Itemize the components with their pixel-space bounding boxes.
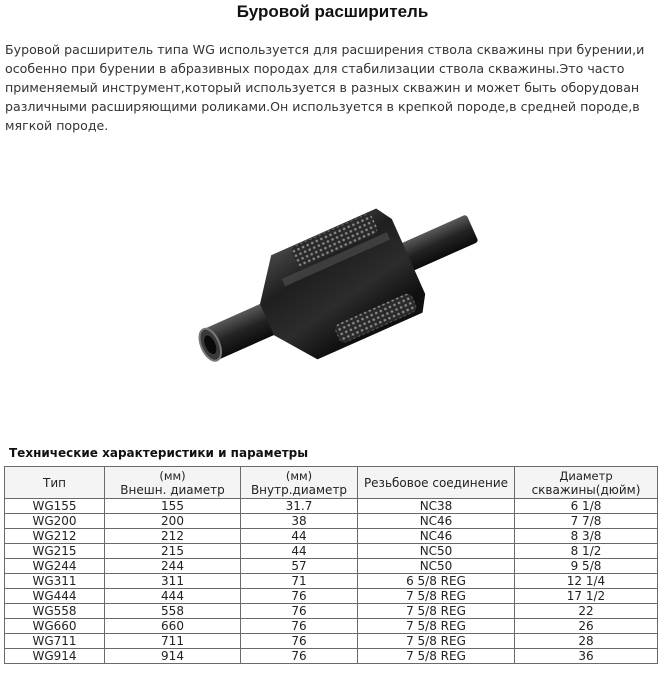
header-inner-label: Внутр.диаметр [250,482,348,497]
cell-thread: NC50 [358,544,515,559]
cell-outer: 914 [105,649,241,664]
specs-title: Технические характеристики и параметры [9,446,309,460]
cell-inner: 76 [241,619,358,634]
cell-outer: 711 [105,634,241,649]
header-thread [358,467,515,499]
cell-thread: 6 5/8 REG [358,574,515,589]
intro-line: мягкой породе. [5,118,109,133]
cell-type: WG711 [5,634,105,649]
cell-inner: 76 [241,634,358,649]
cell-inner: 76 [241,649,358,664]
cell-inner: 44 [241,529,358,544]
cell-thread: NC46 [358,529,515,544]
cell-outer: 155 [105,499,241,514]
cell-thread: 7 5/8 REG [358,604,515,619]
cell-type: WG155 [5,499,105,514]
header-inner-diameter [241,467,358,499]
cell-hole: 26 [515,619,658,634]
cell-inner: 57 [241,559,358,574]
cell-type: WG311 [5,574,105,589]
cell-type: WG200 [5,514,105,529]
cell-thread: 7 5/8 REG [358,649,515,664]
header-outer-label: Внешн. диаметр [120,482,225,497]
cell-type: WG444 [5,589,105,604]
table-row [5,514,658,529]
cell-inner: 44 [241,544,358,559]
cell-outer: 215 [105,544,241,559]
cell-inner: 76 [241,604,358,619]
table-row [5,589,658,604]
cell-hole: 36 [515,649,658,664]
header-hole-line2: скважины(дюйм) [531,482,641,497]
cell-hole: 6 1/8 [515,499,658,514]
cell-outer: 558 [105,604,241,619]
header-hole-line1: Диаметр [559,468,613,483]
intro-paragraph [5,40,661,135]
page-title: Буровой расширитель [236,2,429,21]
table-row [5,529,658,544]
cell-hole: 9 5/8 [515,559,658,574]
table-row [5,559,658,574]
header-type-label: Тип [43,475,66,490]
cell-outer: 244 [105,559,241,574]
cell-type: WG660 [5,619,105,634]
table-row [5,574,658,589]
cell-hole: 17 1/2 [515,589,658,604]
cell-outer: 200 [105,514,241,529]
cell-type: WG215 [5,544,105,559]
table-header-row [5,467,658,499]
cell-inner: 38 [241,514,358,529]
intro-line: особенно при бурении в абразивных породах для стабилизации ствола скважины.Это часто [5,61,625,76]
cell-hole: 8 3/8 [515,529,658,544]
intro-line: различными расширяющими роликами.Он используется в крепкой породе,в средней породе,в [5,99,640,114]
table-row [5,499,658,514]
cell-thread: 7 5/8 REG [358,619,515,634]
cell-thread: 7 5/8 REG [358,634,515,649]
header-type [5,467,105,499]
cell-type: WG244 [5,559,105,574]
cell-inner: 71 [241,574,358,589]
cell-type: WG212 [5,529,105,544]
cell-hole: 7 7/8 [515,514,658,529]
drill-reamer-photo [190,198,490,376]
cell-type: WG558 [5,604,105,619]
cell-type: WG914 [5,649,105,664]
cell-inner: 31.7 [241,499,358,514]
table-row [5,649,658,664]
header-outer-diameter [105,467,241,499]
cell-thread: NC46 [358,514,515,529]
cell-thread: NC38 [358,499,515,514]
cell-thread: NC50 [358,559,515,574]
table-row [5,604,658,619]
cell-hole: 12 1/4 [515,574,658,589]
intro-line: применяемый инструмент,который используется в разных скважин и может быть оборудован [5,80,640,95]
header-inner-unit: (мм) [285,468,313,483]
header-hole-diameter [515,467,658,499]
header-thread-label: Резьбовое соединение [363,475,509,490]
intro-line: Буровой расширитель типа WG используется для расширения ствола скважины при бурении,и [5,42,645,57]
table-row [5,619,658,634]
table-row [5,544,658,559]
cell-hole: 28 [515,634,658,649]
cell-outer: 212 [105,529,241,544]
cell-outer: 311 [105,574,241,589]
cell-inner: 76 [241,589,358,604]
cell-outer: 444 [105,589,241,604]
specs-table [4,466,658,664]
cell-hole: 22 [515,604,658,619]
header-outer-unit: (мм) [159,468,186,483]
cell-hole: 8 1/2 [515,544,658,559]
table-row [5,634,658,649]
cell-outer: 660 [105,619,241,634]
cell-thread: 7 5/8 REG [358,589,515,604]
